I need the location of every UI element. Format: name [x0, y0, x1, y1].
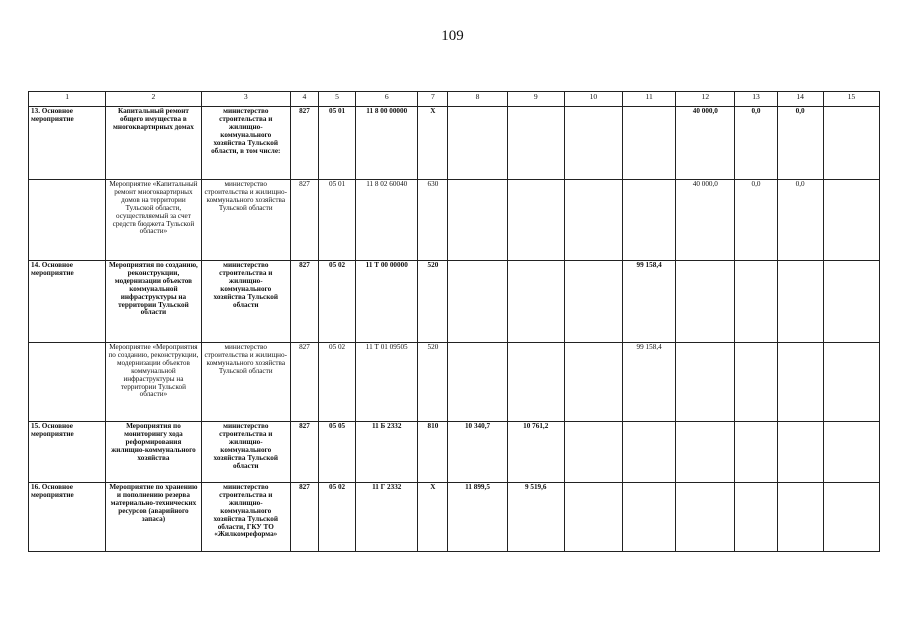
amount-cell	[823, 422, 879, 483]
amount-cell	[676, 343, 735, 422]
amount-cell	[823, 483, 879, 552]
activity-number: 15. Основное мероприятие	[29, 422, 106, 483]
amount-cell	[507, 343, 564, 422]
header-cell: 3	[201, 92, 290, 107]
code-cell: 827	[290, 343, 318, 422]
amount-cell	[823, 343, 879, 422]
code-cell: 05 02	[319, 261, 356, 343]
amount-cell	[448, 343, 507, 422]
amount-cell	[735, 483, 777, 552]
amount-cell: 0,0	[777, 107, 823, 180]
activity-number	[29, 180, 106, 261]
amount-cell	[777, 261, 823, 343]
code-cell: 810	[418, 422, 448, 483]
amount-cell	[623, 422, 676, 483]
amount-cell	[448, 107, 507, 180]
amount-cell	[507, 261, 564, 343]
header-cell: 10	[564, 92, 622, 107]
header-row	[29, 92, 880, 107]
amount-cell: 0,0	[777, 180, 823, 261]
amount-cell	[676, 483, 735, 552]
code-cell: X	[418, 107, 448, 180]
code-cell: 05 02	[319, 343, 356, 422]
code-cell: 11 Т 00 00000	[356, 261, 418, 343]
amount-cell	[823, 107, 879, 180]
code-cell: 11 Т 01 09505	[356, 343, 418, 422]
header-cell: 5	[319, 92, 356, 107]
code-cell: 05 01	[319, 107, 356, 180]
activity-title: Капитальный ремонт общего имущества в многоквартирных домах	[106, 107, 201, 180]
amount-cell	[623, 107, 676, 180]
amount-cell	[564, 180, 622, 261]
amount-cell	[823, 180, 879, 261]
header-cell: 4	[290, 92, 318, 107]
amount-cell	[448, 261, 507, 343]
code-cell: 827	[290, 107, 318, 180]
amount-cell	[777, 483, 823, 552]
amount-cell	[735, 261, 777, 343]
amount-cell: 99 158,4	[623, 261, 676, 343]
activity-number: 13. Основное мероприятие	[29, 107, 106, 180]
amount-cell	[564, 483, 622, 552]
code-cell: 827	[290, 483, 318, 552]
activity-title: Мероприятие «Капитальный ремонт многоквартирных домов на территории Тульской области, осуществляемый за счет средств бюджета Тульской области»	[106, 180, 201, 261]
header-cell: 6	[356, 92, 418, 107]
amount-cell	[823, 261, 879, 343]
code-cell: 827	[290, 261, 318, 343]
activity-number: 16. Основное мероприятие	[29, 483, 106, 552]
code-cell: 11 8 02 60040	[356, 180, 418, 261]
activity-title: Мероприятие по хранению и пополнению резерва материально-технических ресурсов (аварийного запаса)	[106, 483, 201, 552]
page-number: 109	[441, 28, 464, 44]
amount-cell	[735, 343, 777, 422]
amount-cell: 40 000,0	[676, 107, 735, 180]
amount-cell	[564, 422, 622, 483]
code-cell: 11 Г 2332	[356, 483, 418, 552]
executor: министерство строительства и жилищно-коммунального хозяйства Тульской области	[201, 422, 290, 483]
header-cell: 15	[823, 92, 879, 107]
amount-cell: 0,0	[735, 107, 777, 180]
amount-cell: 9 519,6	[507, 483, 564, 552]
code-cell: 827	[290, 180, 318, 261]
executor: министерство строительства и жилищно-коммунального хозяйства Тульской области, в том числе:	[201, 107, 290, 180]
header-cell: 11	[623, 92, 676, 107]
header-cell: 8	[448, 92, 507, 107]
code-cell: X	[418, 483, 448, 552]
amount-cell	[623, 483, 676, 552]
amount-cell	[507, 107, 564, 180]
header-cell: 9	[507, 92, 564, 107]
amount-cell	[623, 180, 676, 261]
amount-cell	[507, 180, 564, 261]
code-cell: 630	[418, 180, 448, 261]
amount-cell	[777, 422, 823, 483]
activity-number	[29, 343, 106, 422]
activity-number: 14. Основное мероприятие	[29, 261, 106, 343]
amount-cell	[564, 261, 622, 343]
header-cell: 13	[735, 92, 777, 107]
header-cell: 7	[418, 92, 448, 107]
code-cell: 11 8 00 00000	[356, 107, 418, 180]
table-row	[29, 343, 880, 422]
executor: министерство строительства и жилищно-коммунального хозяйства Тульской области	[201, 261, 290, 343]
amount-cell	[676, 261, 735, 343]
header-cell: 14	[777, 92, 823, 107]
code-cell: 11 Б 2332	[356, 422, 418, 483]
executor: министерство строительства и жилищно-коммунального хозяйства Тульской области	[201, 180, 290, 261]
amount-cell: 99 158,4	[623, 343, 676, 422]
amount-cell	[777, 343, 823, 422]
amount-cell: 10 761,2	[507, 422, 564, 483]
table-row	[29, 261, 880, 343]
table-row	[29, 107, 880, 180]
table-row	[29, 422, 880, 483]
table-row	[29, 180, 880, 261]
code-cell: 05 05	[319, 422, 356, 483]
code-cell: 05 01	[319, 180, 356, 261]
executor: министерство строительства и жилищно-коммунального хозяйства Тульской области, ГКУ ТО «Жилкомреформа»	[201, 483, 290, 552]
code-cell: 520	[418, 261, 448, 343]
amount-cell	[735, 422, 777, 483]
header-cell: 1	[29, 92, 106, 107]
amount-cell	[448, 180, 507, 261]
activity-title: Мероприятия по мониторингу хода реформирования жилищно-коммунального хозяйства	[106, 422, 201, 483]
amount-cell: 11 899,5	[448, 483, 507, 552]
amount-cell: 0,0	[735, 180, 777, 261]
amount-cell: 10 340,7	[448, 422, 507, 483]
activity-title: Мероприятия по созданию, реконструкции, модернизации объектов коммунальной инфраструктуры на территории Тульской области	[106, 261, 201, 343]
amount-cell	[564, 107, 622, 180]
amount-cell	[564, 343, 622, 422]
header-cell: 12	[676, 92, 735, 107]
executor: министерство строительства и жилищно-коммунального хозяйства Тульской области	[201, 343, 290, 422]
amount-cell: 40 000,0	[676, 180, 735, 261]
activity-title: Мероприятие «Мероприятия по созданию, реконструкции, модернизации объектов коммунальной инфраструктуры на территории Тульской области»	[106, 343, 201, 422]
table-row	[29, 483, 880, 552]
budget-table	[28, 91, 880, 552]
header-cell: 2	[106, 92, 201, 107]
code-cell: 827	[290, 422, 318, 483]
code-cell: 05 02	[319, 483, 356, 552]
amount-cell	[676, 422, 735, 483]
code-cell: 520	[418, 343, 448, 422]
